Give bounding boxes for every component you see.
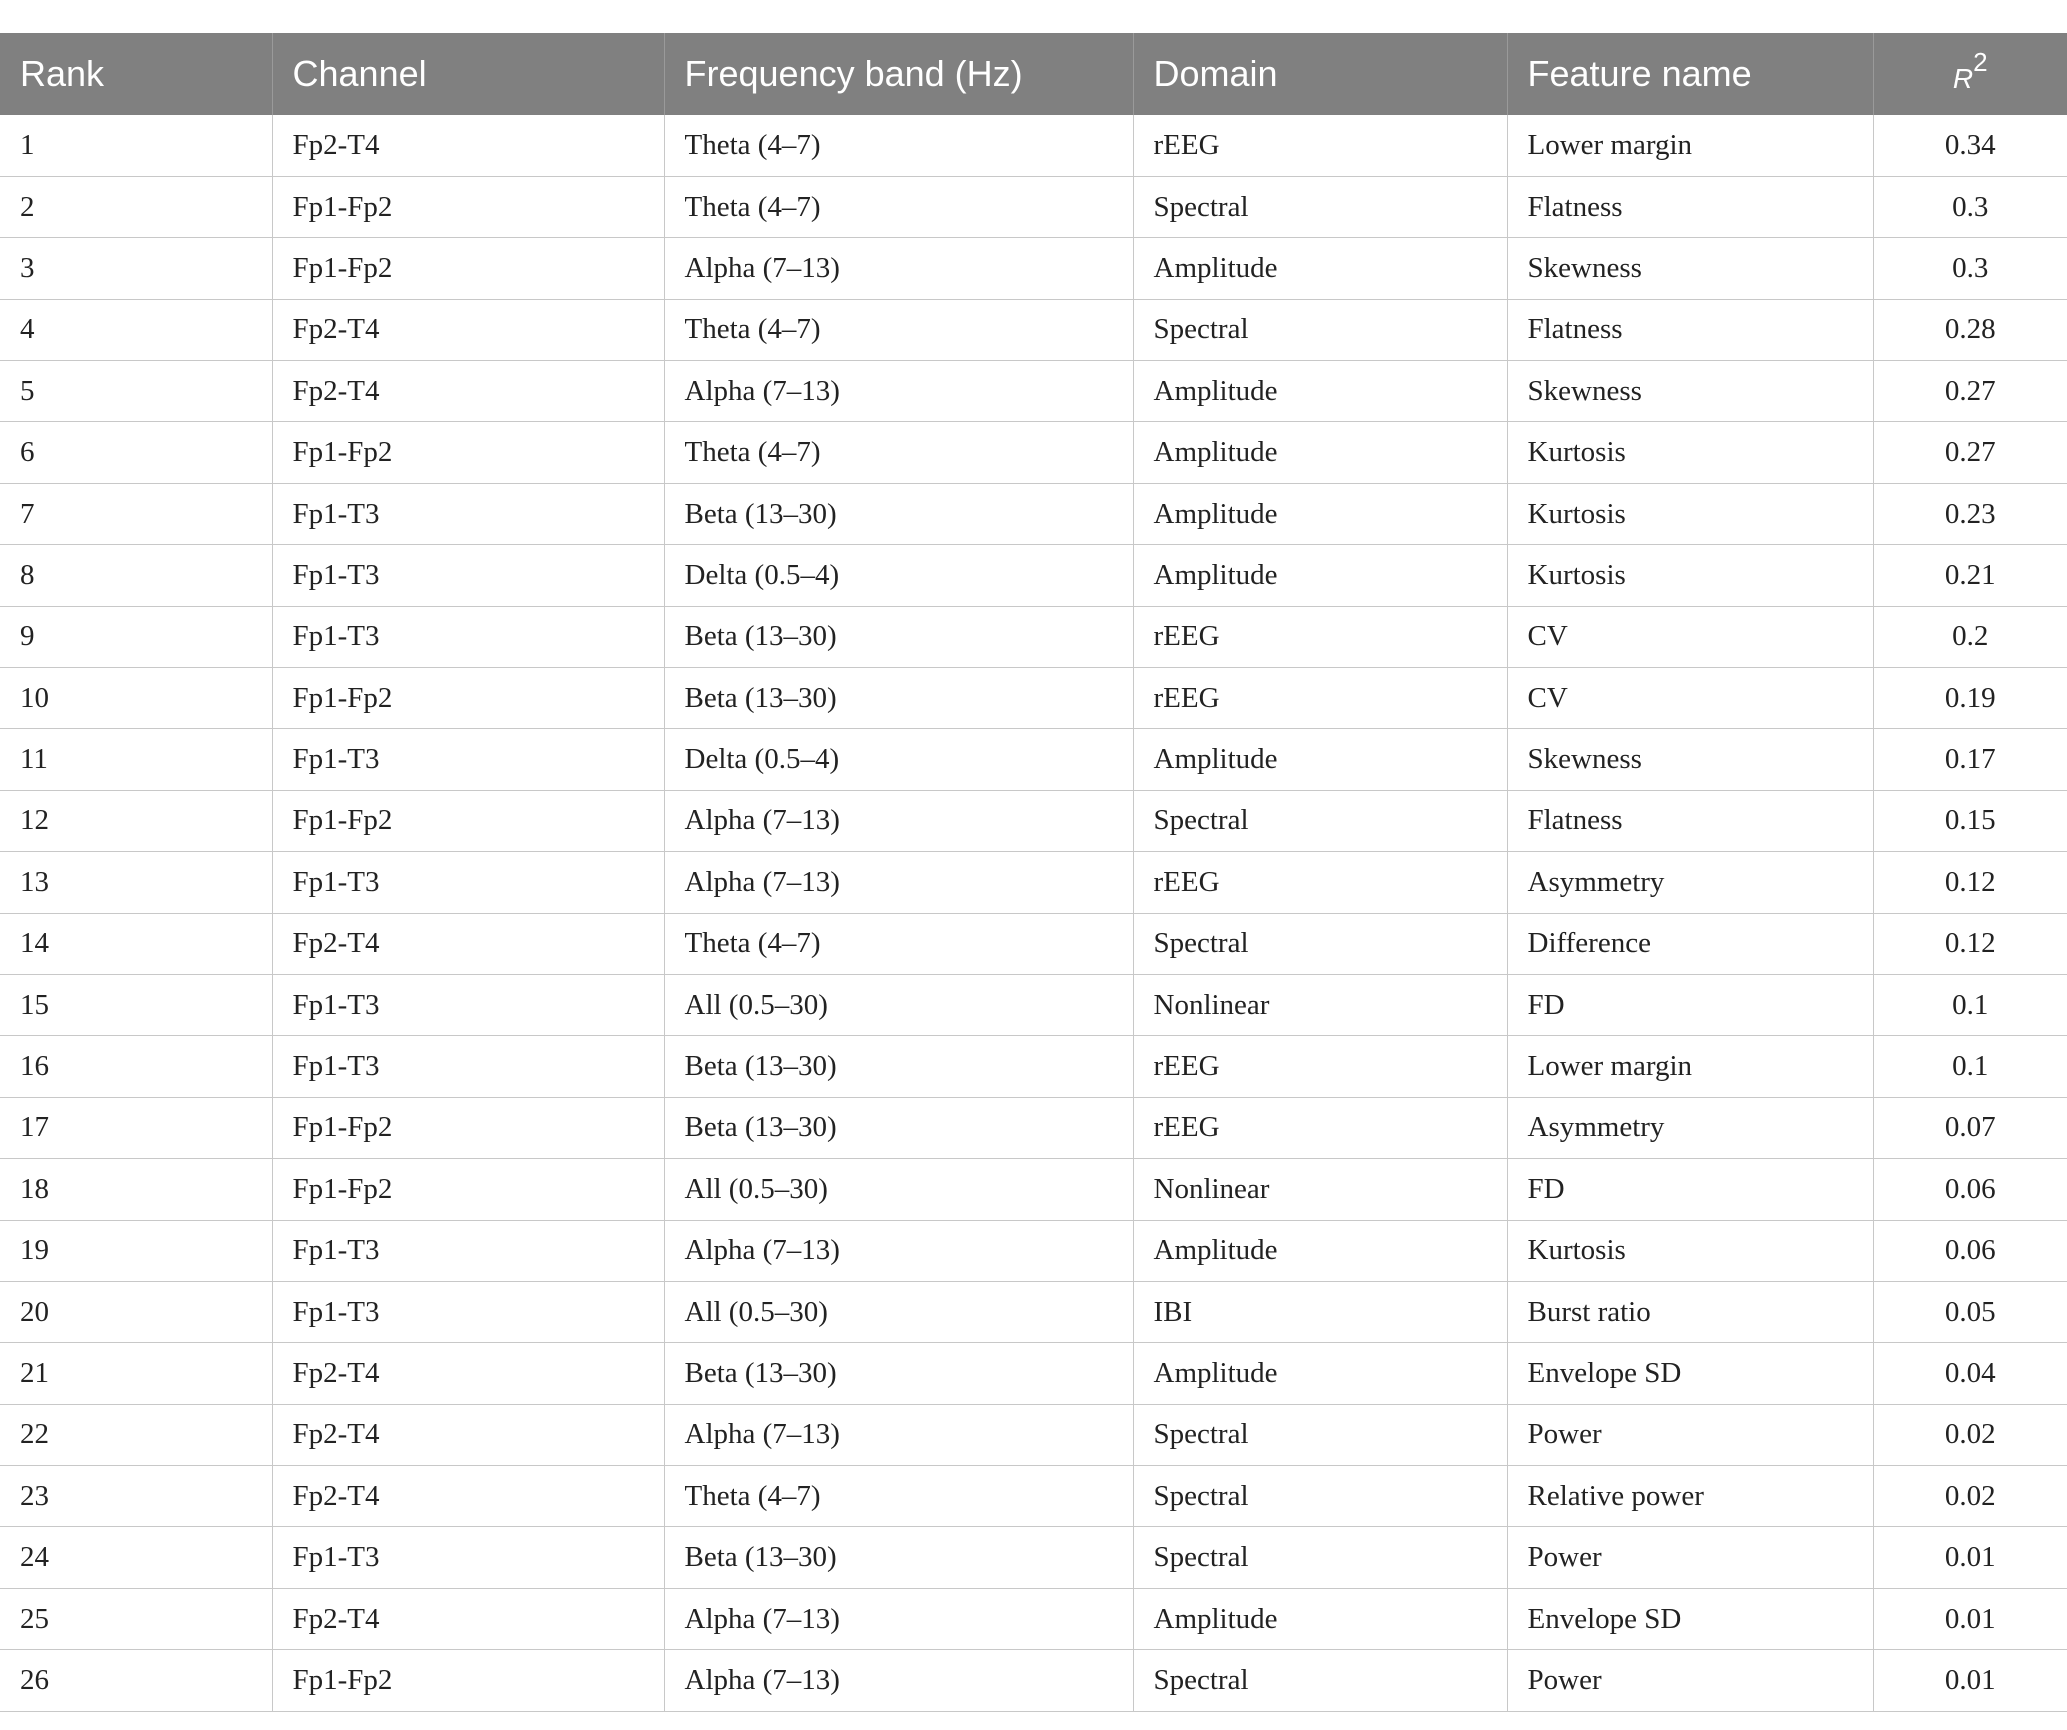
cell-domain: Spectral xyxy=(1133,1650,1507,1711)
table-row xyxy=(0,299,2067,360)
cell-rank: 22 xyxy=(0,1404,272,1465)
cell-feature-name: Flatness xyxy=(1507,176,1873,237)
cell-rank: 3 xyxy=(0,238,272,299)
table-row xyxy=(0,1650,2067,1711)
cell-channel: Fp1-T3 xyxy=(272,974,664,1035)
cell-r-squared: 0.02 xyxy=(1873,1466,2067,1527)
header-domain: Domain xyxy=(1133,33,1507,115)
cell-frequency-band: Theta (4–7) xyxy=(664,176,1133,237)
table-row xyxy=(0,115,2067,176)
header-feature-name: Feature name xyxy=(1507,33,1873,115)
feature-ranking-table xyxy=(0,33,2067,1712)
header-frequency-band: Frequency band (Hz) xyxy=(664,33,1133,115)
header-row xyxy=(0,33,2067,115)
cell-r-squared: 0.1 xyxy=(1873,1036,2067,1097)
r-exponent: 2 xyxy=(1973,47,1988,77)
table-row xyxy=(0,176,2067,237)
cell-rank: 2 xyxy=(0,176,272,237)
cell-rank: 16 xyxy=(0,1036,272,1097)
cell-frequency-band: Beta (13–30) xyxy=(664,1036,1133,1097)
cell-r-squared: 0.2 xyxy=(1873,606,2067,667)
cell-rank: 24 xyxy=(0,1527,272,1588)
cell-feature-name: Kurtosis xyxy=(1507,1220,1873,1281)
cell-channel: Fp2-T4 xyxy=(272,1466,664,1527)
cell-feature-name: Kurtosis xyxy=(1507,422,1873,483)
cell-domain: IBI xyxy=(1133,1281,1507,1342)
cell-channel: Fp1-T3 xyxy=(272,852,664,913)
cell-r-squared: 0.07 xyxy=(1873,1097,2067,1158)
header-channel: Channel xyxy=(272,33,664,115)
table-row xyxy=(0,361,2067,422)
cell-feature-name: Kurtosis xyxy=(1507,483,1873,544)
table-row xyxy=(0,668,2067,729)
cell-channel: Fp1-T3 xyxy=(272,1281,664,1342)
feature-ranking-table-container xyxy=(0,33,2067,1712)
cell-domain: Amplitude xyxy=(1133,545,1507,606)
cell-rank: 9 xyxy=(0,606,272,667)
cell-feature-name: Asymmetry xyxy=(1507,852,1873,913)
cell-domain: Nonlinear xyxy=(1133,1159,1507,1220)
table-row xyxy=(0,1343,2067,1404)
cell-domain: Amplitude xyxy=(1133,729,1507,790)
cell-feature-name: Power xyxy=(1507,1527,1873,1588)
cell-feature-name: Skewness xyxy=(1507,238,1873,299)
cell-r-squared: 0.27 xyxy=(1873,422,2067,483)
cell-rank: 6 xyxy=(0,422,272,483)
table-row xyxy=(0,852,2067,913)
cell-domain: Amplitude xyxy=(1133,483,1507,544)
table-row xyxy=(0,1404,2067,1465)
cell-frequency-band: Beta (13–30) xyxy=(664,483,1133,544)
cell-feature-name: Lower margin xyxy=(1507,1036,1873,1097)
table-row xyxy=(0,913,2067,974)
cell-domain: rEEG xyxy=(1133,1097,1507,1158)
cell-channel: Fp1-T3 xyxy=(272,1527,664,1588)
cell-feature-name: Envelope SD xyxy=(1507,1588,1873,1649)
cell-frequency-band: Alpha (7–13) xyxy=(664,1588,1133,1649)
cell-channel: Fp1-Fp2 xyxy=(272,1097,664,1158)
table-row xyxy=(0,1159,2067,1220)
cell-feature-name: CV xyxy=(1507,606,1873,667)
cell-rank: 14 xyxy=(0,913,272,974)
cell-r-squared: 0.12 xyxy=(1873,852,2067,913)
cell-feature-name: Difference xyxy=(1507,913,1873,974)
cell-r-squared: 0.17 xyxy=(1873,729,2067,790)
cell-feature-name: Flatness xyxy=(1507,790,1873,851)
table-body xyxy=(0,115,2067,1711)
cell-rank: 17 xyxy=(0,1097,272,1158)
cell-domain: Spectral xyxy=(1133,790,1507,851)
cell-feature-name: Lower margin xyxy=(1507,115,1873,176)
cell-r-squared: 0.12 xyxy=(1873,913,2067,974)
cell-channel: Fp1-Fp2 xyxy=(272,238,664,299)
cell-r-squared: 0.01 xyxy=(1873,1527,2067,1588)
cell-frequency-band: Beta (13–30) xyxy=(664,668,1133,729)
cell-rank: 23 xyxy=(0,1466,272,1527)
cell-channel: Fp2-T4 xyxy=(272,115,664,176)
cell-frequency-band: Theta (4–7) xyxy=(664,913,1133,974)
cell-r-squared: 0.01 xyxy=(1873,1588,2067,1649)
cell-r-squared: 0.06 xyxy=(1873,1159,2067,1220)
cell-frequency-band: Delta (0.5–4) xyxy=(664,729,1133,790)
cell-channel: Fp1-T3 xyxy=(272,1036,664,1097)
table-row xyxy=(0,1588,2067,1649)
table-row xyxy=(0,422,2067,483)
cell-feature-name: Power xyxy=(1507,1650,1873,1711)
cell-r-squared: 0.3 xyxy=(1873,176,2067,237)
table-row xyxy=(0,729,2067,790)
cell-rank: 12 xyxy=(0,790,272,851)
cell-frequency-band: Theta (4–7) xyxy=(664,115,1133,176)
cell-domain: Nonlinear xyxy=(1133,974,1507,1035)
table-row xyxy=(0,1466,2067,1527)
cell-domain: Amplitude xyxy=(1133,422,1507,483)
table-row xyxy=(0,1527,2067,1588)
cell-feature-name: Kurtosis xyxy=(1507,545,1873,606)
cell-frequency-band: Theta (4–7) xyxy=(664,422,1133,483)
cell-r-squared: 0.04 xyxy=(1873,1343,2067,1404)
cell-r-squared: 0.27 xyxy=(1873,361,2067,422)
cell-channel: Fp1-Fp2 xyxy=(272,1159,664,1220)
cell-channel: Fp1-Fp2 xyxy=(272,1650,664,1711)
table-row xyxy=(0,1281,2067,1342)
table-row xyxy=(0,790,2067,851)
cell-r-squared: 0.23 xyxy=(1873,483,2067,544)
cell-frequency-band: Alpha (7–13) xyxy=(664,361,1133,422)
cell-frequency-band: Alpha (7–13) xyxy=(664,1650,1133,1711)
cell-feature-name: CV xyxy=(1507,668,1873,729)
table-row xyxy=(0,238,2067,299)
cell-frequency-band: Alpha (7–13) xyxy=(664,1220,1133,1281)
cell-rank: 11 xyxy=(0,729,272,790)
cell-r-squared: 0.28 xyxy=(1873,299,2067,360)
cell-domain: Amplitude xyxy=(1133,361,1507,422)
cell-frequency-band: Delta (0.5–4) xyxy=(664,545,1133,606)
cell-feature-name: Skewness xyxy=(1507,361,1873,422)
cell-frequency-band: All (0.5–30) xyxy=(664,1281,1133,1342)
header-rank: Rank xyxy=(0,33,272,115)
cell-feature-name: Power xyxy=(1507,1404,1873,1465)
cell-channel: Fp1-T3 xyxy=(272,1220,664,1281)
cell-channel: Fp1-T3 xyxy=(272,545,664,606)
cell-feature-name: FD xyxy=(1507,1159,1873,1220)
cell-r-squared: 0.01 xyxy=(1873,1650,2067,1711)
cell-feature-name: Skewness xyxy=(1507,729,1873,790)
cell-channel: Fp1-Fp2 xyxy=(272,176,664,237)
cell-r-squared: 0.05 xyxy=(1873,1281,2067,1342)
cell-frequency-band: Beta (13–30) xyxy=(664,1097,1133,1158)
cell-rank: 19 xyxy=(0,1220,272,1281)
cell-domain: Spectral xyxy=(1133,1466,1507,1527)
cell-domain: rEEG xyxy=(1133,1036,1507,1097)
cell-channel: Fp1-T3 xyxy=(272,729,664,790)
cell-r-squared: 0.21 xyxy=(1873,545,2067,606)
cell-domain: Amplitude xyxy=(1133,1220,1507,1281)
cell-rank: 26 xyxy=(0,1650,272,1711)
cell-frequency-band: Alpha (7–13) xyxy=(664,238,1133,299)
r-letter: R xyxy=(1952,63,1974,94)
cell-channel: Fp1-Fp2 xyxy=(272,422,664,483)
cell-feature-name: Burst ratio xyxy=(1507,1281,1873,1342)
cell-r-squared: 0.15 xyxy=(1873,790,2067,851)
cell-rank: 10 xyxy=(0,668,272,729)
cell-channel: Fp2-T4 xyxy=(272,913,664,974)
table-row xyxy=(0,483,2067,544)
cell-frequency-band: Beta (13–30) xyxy=(664,606,1133,667)
cell-domain: Spectral xyxy=(1133,176,1507,237)
cell-rank: 15 xyxy=(0,974,272,1035)
cell-domain: Amplitude xyxy=(1133,1343,1507,1404)
header-r-squared xyxy=(1873,33,2067,115)
cell-rank: 18 xyxy=(0,1159,272,1220)
cell-rank: 20 xyxy=(0,1281,272,1342)
cell-rank: 4 xyxy=(0,299,272,360)
cell-r-squared: 0.1 xyxy=(1873,974,2067,1035)
cell-feature-name: Flatness xyxy=(1507,299,1873,360)
cell-rank: 13 xyxy=(0,852,272,913)
cell-r-squared: 0.02 xyxy=(1873,1404,2067,1465)
cell-channel: Fp1-Fp2 xyxy=(272,668,664,729)
cell-r-squared: 0.34 xyxy=(1873,115,2067,176)
table-row xyxy=(0,606,2067,667)
table-header xyxy=(0,33,2067,115)
cell-channel: Fp2-T4 xyxy=(272,1343,664,1404)
cell-domain: rEEG xyxy=(1133,115,1507,176)
cell-frequency-band: Alpha (7–13) xyxy=(664,852,1133,913)
cell-domain: rEEG xyxy=(1133,668,1507,729)
cell-rank: 5 xyxy=(0,361,272,422)
cell-domain: Spectral xyxy=(1133,1404,1507,1465)
cell-channel: Fp2-T4 xyxy=(272,299,664,360)
cell-r-squared: 0.19 xyxy=(1873,668,2067,729)
cell-r-squared: 0.06 xyxy=(1873,1220,2067,1281)
cell-channel: Fp2-T4 xyxy=(272,1588,664,1649)
cell-frequency-band: Alpha (7–13) xyxy=(664,790,1133,851)
cell-r-squared: 0.3 xyxy=(1873,238,2067,299)
cell-frequency-band: Alpha (7–13) xyxy=(664,1404,1133,1465)
cell-feature-name: Asymmetry xyxy=(1507,1097,1873,1158)
cell-domain: rEEG xyxy=(1133,606,1507,667)
cell-rank: 7 xyxy=(0,483,272,544)
cell-domain: Amplitude xyxy=(1133,1588,1507,1649)
cell-channel: Fp1-Fp2 xyxy=(272,790,664,851)
cell-frequency-band: All (0.5–30) xyxy=(664,974,1133,1035)
cell-channel: Fp2-T4 xyxy=(272,1404,664,1465)
cell-rank: 21 xyxy=(0,1343,272,1404)
cell-domain: rEEG xyxy=(1133,852,1507,913)
table-row xyxy=(0,545,2067,606)
cell-frequency-band: Theta (4–7) xyxy=(664,1466,1133,1527)
cell-frequency-band: Beta (13–30) xyxy=(664,1343,1133,1404)
cell-frequency-band: Theta (4–7) xyxy=(664,299,1133,360)
cell-feature-name: Relative power xyxy=(1507,1466,1873,1527)
table-row xyxy=(0,1097,2067,1158)
table-row xyxy=(0,1220,2067,1281)
cell-channel: Fp2-T4 xyxy=(272,361,664,422)
cell-rank: 25 xyxy=(0,1588,272,1649)
cell-channel: Fp1-T3 xyxy=(272,483,664,544)
cell-domain: Amplitude xyxy=(1133,238,1507,299)
cell-rank: 1 xyxy=(0,115,272,176)
cell-channel: Fp1-T3 xyxy=(272,606,664,667)
cell-domain: Spectral xyxy=(1133,1527,1507,1588)
cell-feature-name: Envelope SD xyxy=(1507,1343,1873,1404)
cell-feature-name: FD xyxy=(1507,974,1873,1035)
cell-domain: Spectral xyxy=(1133,913,1507,974)
cell-frequency-band: All (0.5–30) xyxy=(664,1159,1133,1220)
table-row xyxy=(0,1036,2067,1097)
cell-domain: Spectral xyxy=(1133,299,1507,360)
table-row xyxy=(0,974,2067,1035)
cell-rank: 8 xyxy=(0,545,272,606)
cell-frequency-band: Beta (13–30) xyxy=(664,1527,1133,1588)
